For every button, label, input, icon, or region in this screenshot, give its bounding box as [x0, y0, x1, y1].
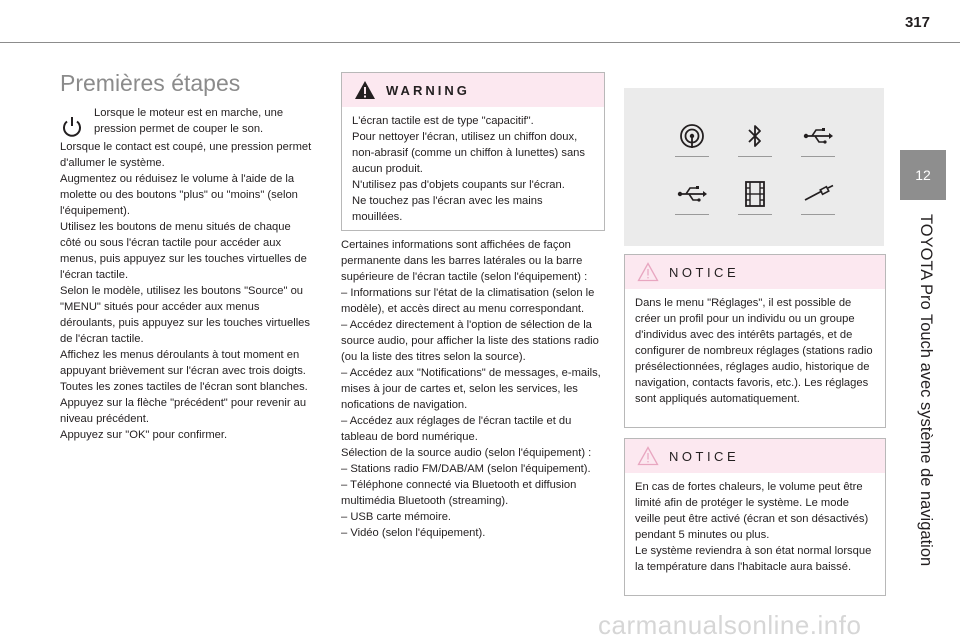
notice-text: En cas de fortes chaleurs, le volume peut être limité afin de protéger le système. Le mode veille peut être activé (écran et son désactivés) pendant 5 minutes ou plus. — [635, 481, 869, 541]
notice-header — [625, 439, 885, 473]
warning-box — [341, 72, 605, 231]
warning-icon — [354, 80, 376, 100]
chapter-title: TOYOTA Pro Touch avec système de navigation — [917, 214, 935, 567]
icon-underline — [738, 214, 772, 215]
warning-body — [342, 107, 604, 233]
paragraph: Selon le modèle, utilisez les boutons "Source" ou "MENU" situés pour accéder aux menus déroulants, puis appuyez sur les touches virtuelles de l'écran tactile. — [60, 285, 310, 345]
warning-header — [342, 73, 604, 107]
paragraph: Utilisez les boutons de menu situés de chaque côté ou sous l'écran tactile pour accéder aux menus, puis appuyez sur les touches virtuelles de l'écran tactile. — [60, 221, 307, 281]
notice-body — [625, 289, 885, 415]
first-steps-section — [60, 70, 312, 443]
video-icon — [737, 176, 773, 212]
icon-underline — [801, 156, 835, 157]
notice-text: Le système reviendra à son état normal lorsque la température dans l'habitacle aura baissé. — [635, 545, 872, 573]
warning-title: WARNING — [386, 82, 470, 98]
usb-icon — [800, 118, 836, 154]
radio-icon — [674, 118, 710, 154]
header-divider — [0, 42, 960, 43]
notice-warning-icon — [637, 262, 659, 282]
list-item: – USB carte mémoire. — [341, 511, 452, 523]
page-number: 317 — [904, 14, 930, 31]
paragraph: Appuyez sur "OK" pour confirmer. — [60, 429, 228, 441]
paragraph: Lorsque le contact est coupé, une pression permet d'allumer le système. — [60, 141, 312, 169]
warning-line: N'utilisez pas d'objets coupants sur l'écran. — [352, 179, 565, 191]
notice-title: NOTICE — [669, 448, 740, 464]
list-item: – Vidéo (selon l'équipement). — [341, 527, 486, 539]
notice-box-heat — [624, 438, 886, 596]
paragraph: Toutes les zones tactiles de l'écran sont blanches. — [60, 381, 308, 393]
bluetooth-icon — [737, 118, 773, 154]
list-item: – Accédez aux "Notifications" de messages, e-mails, mises à jour de cartes et, selon les services, les nofications de navigation. — [341, 367, 601, 411]
audio-source-icons-panel — [624, 88, 884, 246]
notice-warning-icon — [637, 446, 659, 466]
power-icon — [60, 115, 84, 139]
paragraph: Sélection de la source audio (selon l'équipement) : — [341, 447, 592, 459]
notice-text: Dans le menu "Réglages", il est possible de créer un profil pour un individu ou un groupe d'individus avec des intérêts partagés, et de configurer de nombreux réglages (stations radio présélectionnées, réglages audio, historique de navigation, contacts favoris, etc.). Les réglages sont appliqués automatiquement. — [635, 297, 873, 405]
intro-text: Lorsque le moteur est en marche, une pression permet de couper le son. — [94, 107, 284, 135]
aux-cable-icon — [800, 176, 836, 212]
section-title: Premières étapes — [60, 70, 241, 96]
paragraph: Certaines informations sont affichées de façon permanente dans les barres latérales ou la barre supérieure de l'écran tactile (selon l'équipement) : — [341, 239, 588, 283]
notice-header — [625, 255, 885, 289]
warning-line: L'écran tactile est de type "capacitif". — [352, 115, 534, 127]
power-intro — [60, 105, 312, 139]
chapter-tab[interactable]: 12 — [900, 150, 946, 200]
notice-title: NOTICE — [669, 264, 740, 280]
display-info-text — [341, 237, 605, 541]
notice-box-profiles — [624, 254, 886, 428]
paragraph: Augmentez ou réduisez le volume à l'aide de la molette ou des boutons "plus" ou "moins" (selon l'équipement). — [60, 173, 298, 217]
list-item: – Téléphone connecté via Bluetooth et diffusion multimédia Bluetooth (streaming). — [341, 479, 577, 507]
list-item: – Accédez directement à l'option de sélection de la source audio, pour afficher la liste des stations radio (ou la liste des titres selon la source). — [341, 319, 599, 363]
paragraph: Affichez les menus déroulants à tout moment en appuyant brièvement sur l'écran avec trois doigts. — [60, 349, 306, 377]
list-item: – Informations sur l'état de la climatisation (selon le modèle), et accès direct au menu correspondant. — [341, 287, 595, 315]
watermark: carmanualsonline.info — [598, 610, 862, 640]
icon-underline — [675, 214, 709, 215]
paragraph: Appuyez sur la flèche "précédent" pour revenir au niveau précédent. — [60, 397, 307, 425]
notice-body — [625, 473, 885, 583]
usb-icon — [674, 176, 710, 212]
icon-underline — [801, 214, 835, 215]
list-item: – Stations radio FM/DAB/AM (selon l'équipement). — [341, 463, 591, 475]
list-item: – Accédez aux réglages de l'écran tactile et du tableau de bord numérique. — [341, 415, 572, 443]
warning-line: Ne touchez pas l'écran avec les mains mouillées. — [352, 195, 543, 223]
warning-line: Pour nettoyer l'écran, utilisez un chiffon doux, non-abrasif (comme un chiffon à lunettes) sans aucun produit. — [352, 131, 585, 175]
icon-underline — [738, 156, 772, 157]
icon-underline — [675, 156, 709, 157]
